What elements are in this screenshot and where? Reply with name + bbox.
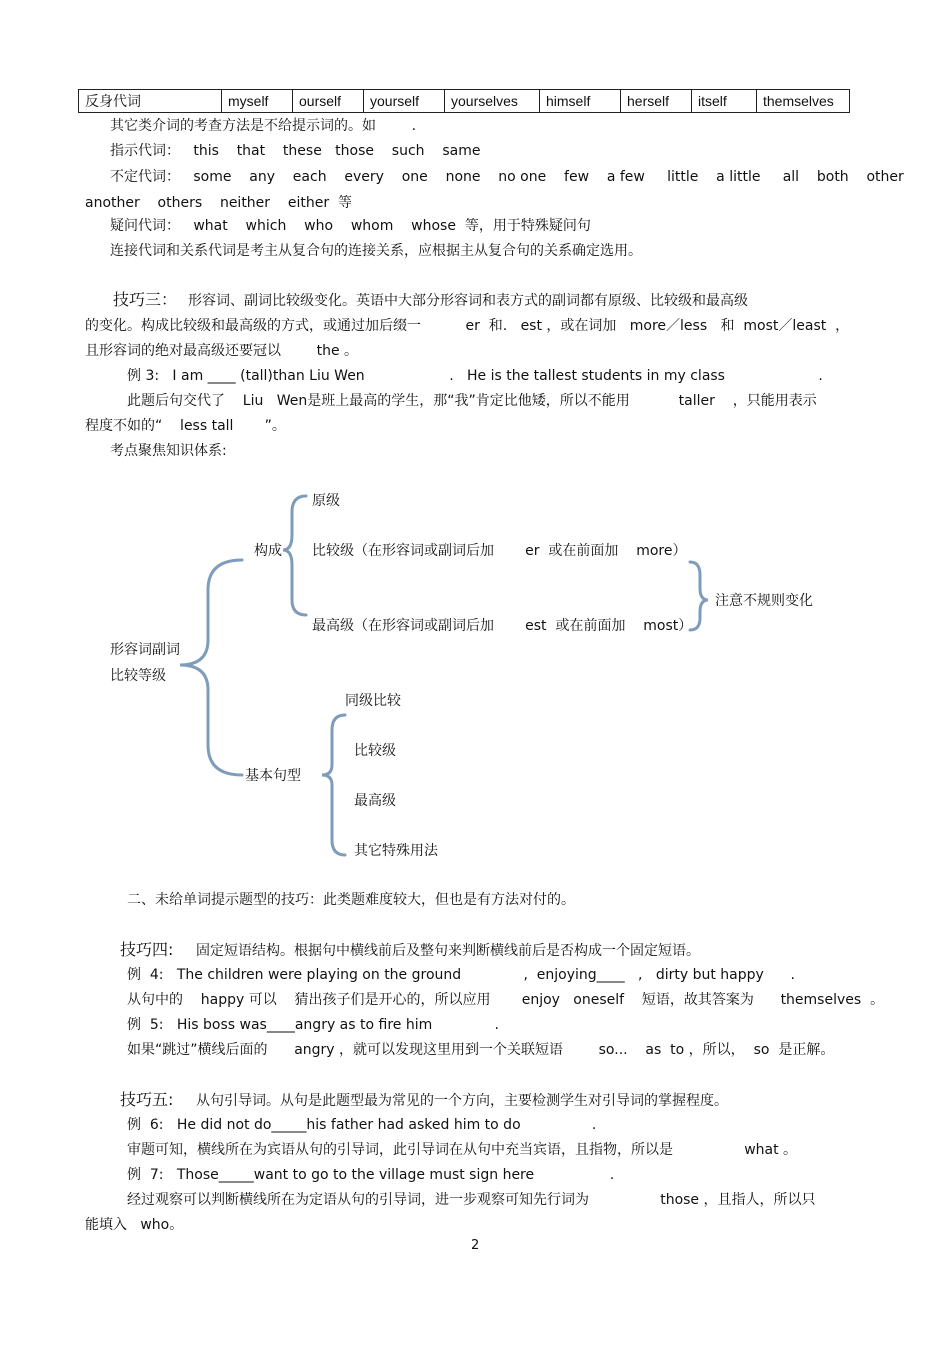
paragraph-line: 连接代词和关系代词是考主从复合句的连接关系，应根据主从复合句的关系确定选用。 — [110, 243, 642, 259]
section-heading: 技巧四: — [120, 940, 174, 959]
section-heading: 技巧三： — [113, 290, 178, 309]
diagram-node: 同级比较 — [345, 693, 401, 709]
paragraph-line: 形容词、副词比较级变化。英语中大部分形容词和表方式的副词都有原级、比较级和最高级 — [188, 293, 748, 309]
table-header-cell: 反身代词 — [79, 90, 222, 113]
example-line: 例 5: His boss was____angry as to fire him . — [127, 1017, 499, 1033]
diagram-node: 原级 — [312, 493, 340, 509]
paragraph-line: 不定代词： some any each every one none no one few a few little a little all both other — [110, 169, 904, 185]
paragraph-line: 程度不如的“ less tall ”。 — [85, 418, 286, 434]
table-cell: yourself — [364, 90, 445, 113]
example-line: 例 3: I am ____ (tall)than Liu Wen . He is the tallest students in my class . — [127, 368, 823, 384]
paragraph-line: 其它类介词的考查方法是不给提示词的。如 . — [110, 118, 417, 134]
table-cell: themselves — [757, 90, 850, 113]
paragraph-line: 且形容词的绝对最高级还要冠以 the 。 — [85, 343, 359, 359]
diagram-node: 比较级 — [354, 743, 396, 759]
paragraph-line: 考点聚焦知识体系: — [110, 443, 227, 459]
diagram-node: 最高级 — [354, 793, 396, 809]
formation-brace — [283, 496, 306, 615]
diagram-root: 形容词副词 — [110, 642, 180, 658]
root-brace — [180, 560, 242, 775]
diagram-node: 其它特殊用法 — [354, 843, 438, 859]
table-cell: itself — [692, 90, 757, 113]
paragraph-line: 的变化。构成比较级和最高级的方式，或通过加后缀一 er 和. est ，或在词加 more／less 和 most／least ， — [85, 318, 850, 334]
paragraph-line: 指示代词： this that these those such same — [110, 143, 481, 159]
paragraph-line: 如果“跳过”横线后面的 angry ，就可以发现这里用到一个关联短语 so... as to ，所以， so 是正解。 — [127, 1042, 835, 1058]
paragraph-line: 审题可知，横线所在为宾语从句的引导词，此引导词在从句中充当宾语，且指物，所以是 what 。 — [127, 1142, 798, 1158]
diagram-root: 比较等级 — [110, 668, 166, 684]
paragraph-line: 经过观察可以判断横线所在为定语从句的引导词，进一步观察可知先行词为 those ，且指人，所以只 — [127, 1192, 816, 1208]
table-cell: himself — [540, 90, 621, 113]
table-cell: yourselves — [445, 90, 540, 113]
example-line: 例 7: Those_____want to go to the village must sign here . — [127, 1167, 615, 1183]
paragraph-line: 此题后句交代了 Liu Wen是班上最高的学生，那“我”肯定比他矮，所以不能用 taller ，只能用表示 — [127, 393, 817, 409]
diagram-node: 注意不规则变化 — [715, 593, 813, 609]
section-heading: 二、未给单词提示题型的技巧：此类题难度较大，但也是有方法对付的。 — [127, 892, 575, 908]
diagram-node: 最高级（在形容词或副词后加 est 或在前面加 most） — [312, 618, 693, 634]
patterns-brace — [322, 715, 345, 855]
paragraph-line: 能填入 who。 — [85, 1217, 184, 1233]
table-cell: myself — [222, 90, 293, 113]
paragraph-line: 从句中的 happy 可以 猜出孩子们是开心的，所以应用 enjoy oneself 短语，故其答案为 themselves 。 — [127, 992, 885, 1008]
example-line: 例 6: He did not do_____his father had asked him to do . — [127, 1117, 597, 1133]
paragraph-line: 从句引导词。从句是此题型最为常见的一个方向，主要检测学生对引导词的掌握程度。 — [196, 1093, 728, 1109]
table-cell: ourself — [293, 90, 364, 113]
table-cell: herself — [621, 90, 692, 113]
diagram-node: 基本句型 — [245, 768, 301, 784]
irregular-brace — [690, 562, 708, 630]
section-heading: 技巧五: — [120, 1090, 174, 1109]
example-line: 例 4: The children were playing on the ground , enjoying____ , dirty but happy . — [127, 967, 795, 983]
paragraph-line: 疑问代词： what which who whom whose 等，用于特殊疑问句 — [110, 218, 591, 234]
page-number: 2 — [471, 1238, 480, 1253]
diagram-node: 构成 — [254, 543, 282, 559]
paragraph-line: another others neither either 等 — [85, 195, 352, 211]
diagram-node: 比较级（在形容词或副词后加 er 或在前面加 more） — [312, 543, 687, 559]
paragraph-line: 固定短语结构。根据句中横线前后及整句来判断横线前后是否构成一个固定短语。 — [196, 943, 700, 959]
